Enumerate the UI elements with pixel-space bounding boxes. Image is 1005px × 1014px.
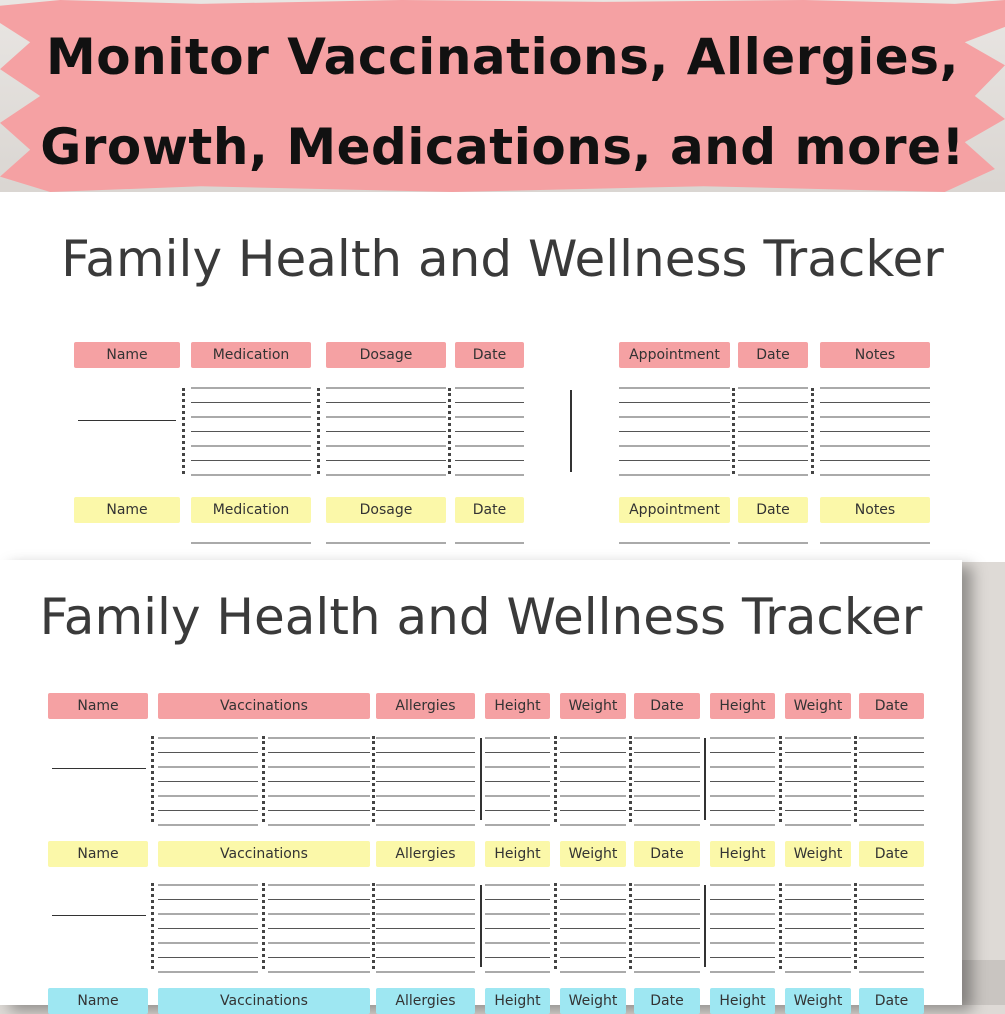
header-name: Name (74, 497, 180, 523)
name-write-line (52, 915, 146, 916)
weight-lines (785, 724, 851, 826)
date-lines (634, 871, 700, 973)
header-weight: Weight (560, 841, 626, 867)
dotted-divider (854, 736, 857, 822)
header-appointment: Appointment (619, 497, 730, 523)
dotted-divider (629, 736, 632, 822)
header-vaccinations: Vaccinations (158, 988, 370, 1014)
header-appointment: Appointment (619, 342, 730, 368)
header-height: Height (710, 693, 775, 719)
weight-lines (560, 724, 626, 826)
header-vaccinations: Vaccinations (158, 693, 370, 719)
header-allergies: Allergies (376, 693, 475, 719)
notes-lines (820, 529, 930, 549)
header-date: Date (859, 693, 924, 719)
section-divider (480, 885, 482, 967)
header-weight: Weight (785, 841, 851, 867)
header-notes: Notes (820, 342, 930, 368)
header-medication: Medication (191, 342, 311, 368)
date-lines (634, 724, 700, 826)
header-appointment-date: Date (738, 497, 808, 523)
dotted-divider (317, 388, 320, 474)
date-lines (455, 529, 524, 549)
dotted-divider (372, 736, 375, 822)
tracker-page-medications (0, 192, 1005, 562)
dotted-divider (448, 388, 451, 474)
dotted-divider (262, 883, 265, 969)
dotted-divider (779, 736, 782, 822)
section-divider (704, 885, 706, 967)
header-weight: Weight (785, 988, 851, 1014)
page-title: Family Health and Wellness Tracker (61, 230, 944, 288)
dotted-divider (554, 883, 557, 969)
section-divider (704, 738, 706, 820)
header-date: Date (634, 693, 700, 719)
header-allergies: Allergies (376, 841, 475, 867)
header-height: Height (485, 693, 550, 719)
header-height: Height (485, 988, 550, 1014)
header-height: Height (710, 988, 775, 1014)
date-lines (455, 374, 524, 476)
allergy-lines (376, 871, 475, 973)
section-divider (570, 390, 572, 472)
header-name: Name (74, 342, 180, 368)
dotted-divider (182, 388, 185, 474)
weight-lines (785, 871, 851, 973)
header-date: Date (859, 988, 924, 1014)
appointment-lines (619, 529, 730, 549)
date-lines (859, 871, 924, 973)
dosage-lines (326, 374, 446, 476)
header-weight: Weight (560, 988, 626, 1014)
weight-lines (560, 871, 626, 973)
header-height: Height (485, 841, 550, 867)
page-title: Family Health and Wellness Tracker (39, 588, 923, 646)
dotted-divider (151, 736, 154, 822)
dotted-divider (779, 883, 782, 969)
height-lines (710, 724, 775, 826)
header-appointment-date: Date (738, 342, 808, 368)
dotted-divider (811, 388, 814, 474)
header-notes: Notes (820, 497, 930, 523)
dotted-divider (262, 736, 265, 822)
medication-lines (191, 374, 311, 476)
header-weight: Weight (560, 693, 626, 719)
header-name: Name (48, 988, 148, 1014)
header-allergies: Allergies (376, 988, 475, 1014)
header-date: Date (859, 841, 924, 867)
appointment-date-lines (738, 529, 808, 549)
name-write-line (52, 768, 146, 769)
vaccination-lines (268, 724, 370, 826)
dotted-divider (151, 883, 154, 969)
banner-line-1: Monitor Vaccinations, Allergies, (46, 28, 959, 86)
header-height: Height (710, 841, 775, 867)
appointment-lines (619, 374, 730, 476)
header-dosage: Dosage (326, 497, 446, 523)
header-date: Date (634, 988, 700, 1014)
header-date: Date (634, 841, 700, 867)
header-date: Date (455, 497, 524, 523)
height-lines (485, 871, 550, 973)
header-weight: Weight (785, 693, 851, 719)
section-divider (480, 738, 482, 820)
height-lines (485, 724, 550, 826)
name-write-line (78, 420, 176, 421)
dotted-divider (732, 388, 735, 474)
dotted-divider (554, 736, 557, 822)
header-name: Name (48, 693, 148, 719)
date-lines (859, 724, 924, 826)
allergy-lines (376, 724, 475, 826)
appointment-date-lines (738, 374, 808, 476)
vaccination-lines (158, 724, 258, 826)
height-lines (710, 871, 775, 973)
dosage-lines (326, 529, 446, 549)
dotted-divider (629, 883, 632, 969)
header-medication: Medication (191, 497, 311, 523)
medication-lines (191, 529, 311, 549)
header-vaccinations: Vaccinations (158, 841, 370, 867)
vaccination-lines (158, 871, 258, 973)
tracker-page-growth (0, 560, 962, 1009)
dotted-divider (372, 883, 375, 969)
vaccination-lines (268, 871, 370, 973)
banner-line-2: Growth, Medications, and more! (40, 118, 965, 176)
notes-lines (820, 374, 930, 476)
header-name: Name (48, 841, 148, 867)
header-date: Date (455, 342, 524, 368)
header-dosage: Dosage (326, 342, 446, 368)
dotted-divider (854, 883, 857, 969)
